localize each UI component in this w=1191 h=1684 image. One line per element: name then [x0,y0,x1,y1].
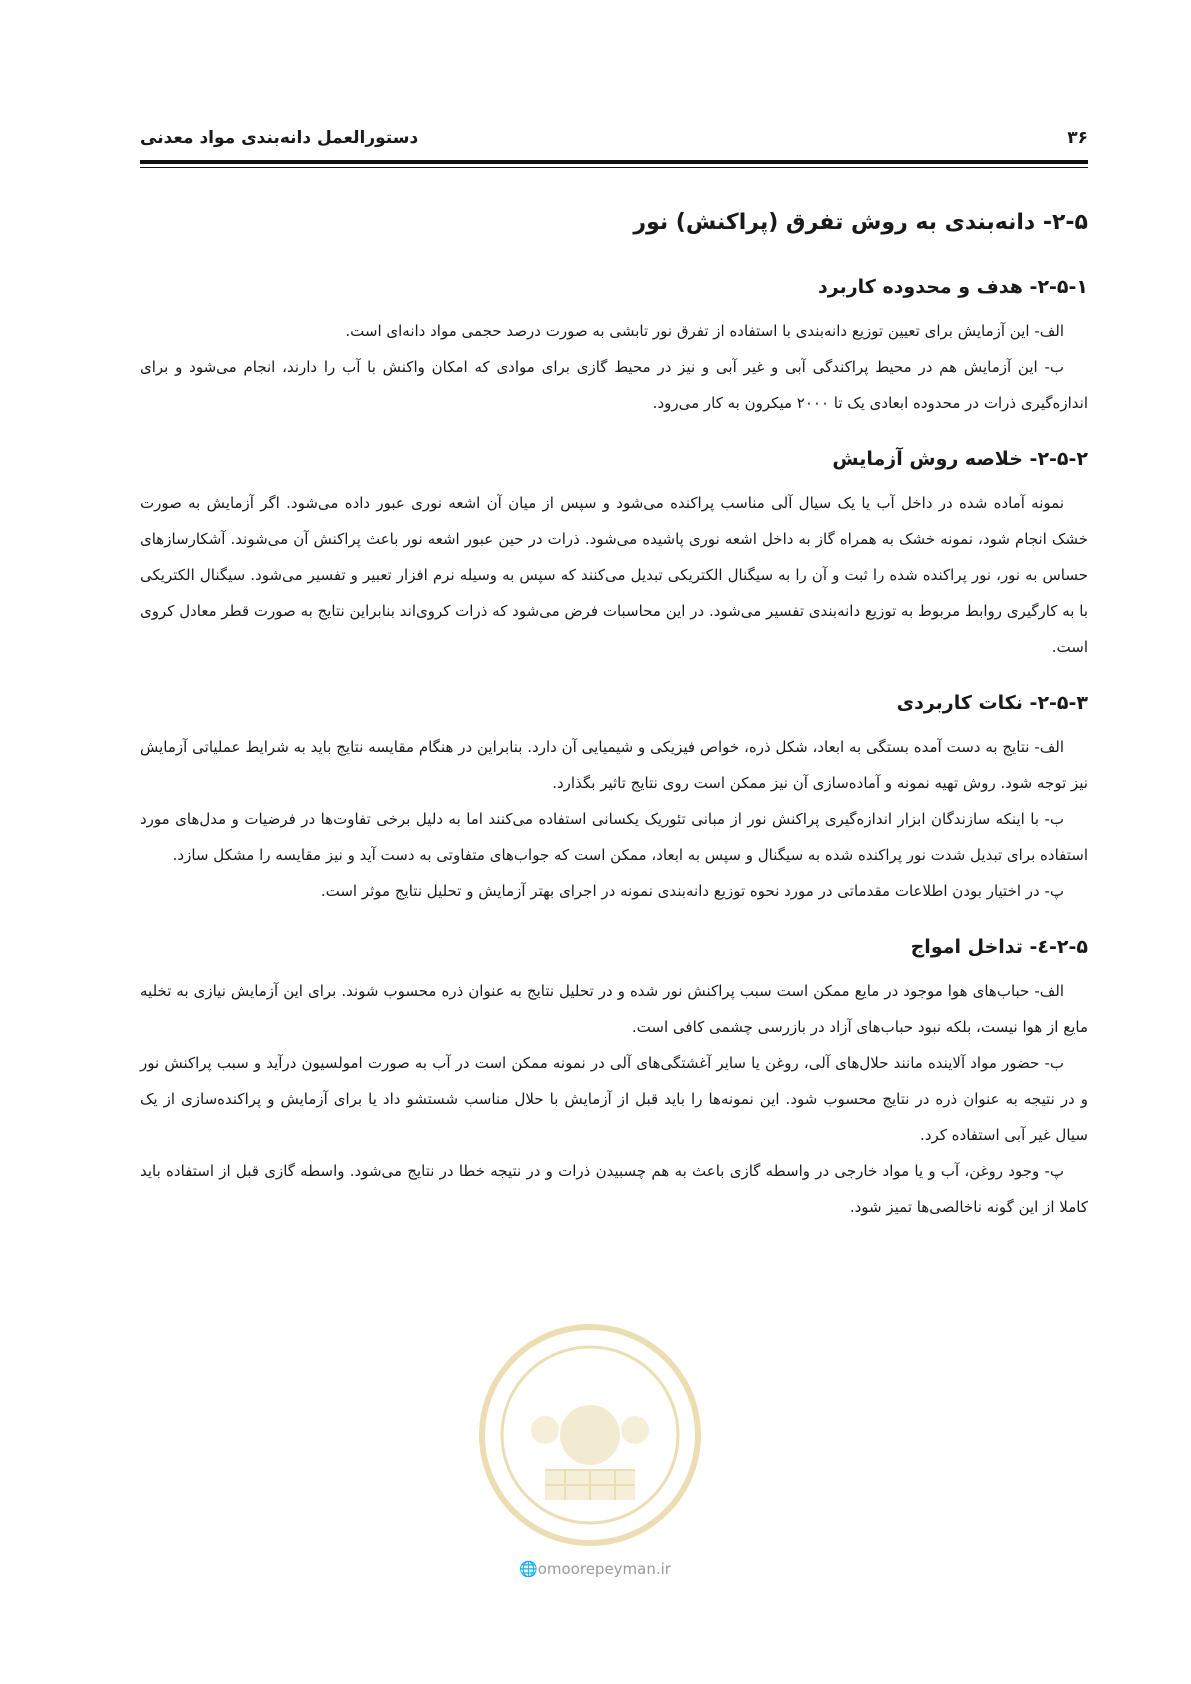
paragraph: ب- با اینکه سازندگان ابزار اندازه‌گیری پراکنش نور از مبانی تئوریک یکسانی استفاده می‌کنند اما به دلیل برخی تفاوت‌ها در فرضیات و مدل‌های مورد استفاده برای تبدیل شدت نور پراکنده شده به سیگنال و سپس به ابعاد، ممکن است که جواب‌های متفاوتی به دست آید و نیز مقایسه را مشکل سازد. [140,810,1088,864]
watermark-seal-icon [475,1320,705,1550]
subsection-scope [140,271,1088,421]
paragraph: پ- در اختیار بودن اطلاعات مقدماتی در مورد نحوه توزیع دانه‌بندی نمونه در اجرای بهتر آزمایش و تحلیل نتایج موثر است. [320,882,1064,900]
paragraph: نمونه آماده شده در داخل آب یا یک سیال آلی مناسب پراکنده می‌شود و سپس از میان آن اشعه نوری عبور داده می‌شود. اگر آزمایش به صورت خشک انجام شود، نمونه خشک به همراه گاز به داخل اشعه نوری پاشیده می‌شود. ذرات در حین عبور اشعه نور باعث پراکنش آن می‌شوند. آشکارسازهای حساس به نور، نور پراکنده شده را ثبت و آن را به سیگنال الکتریکی تبدیل می‌کنند که سپس به وسیله نرم افزار تعبیر و تفسیر می‌شود. سیگنال الکتریکی با به کارگیری روابط مربوط به توزیع دانه‌بندی تفسیر می‌شود. در این محاسبات فرض می‌شود که ذرات کروی‌اند بنابراین نتایج به صورت قطر معادل کروی است. [140,494,1088,656]
site-url [495,1560,695,1578]
subsection-method-summary [140,443,1088,665]
subsection-interference [140,931,1088,1225]
paragraph: ب- حضور مواد آلاینده مانند حلال‌های آلی، روغن یا سایر آغشتگی‌های آلی در نمونه ممکن است در آب به صورت امولسیون درآید و سبب پراکنش نور و در نتیجه به عنوان ذره در نتایج محسوب شود. این نمونه‌ها را باید قبل از آزمایش با حلال مناسب شستشو داد یا برای آزمایش و پراکنده‌سازی از یک سیال غیر آبی استفاده کرد. [140,1054,1088,1144]
subsection-title: ۲-۵-٤- تداخل امواج [910,936,1088,958]
paragraph: الف- حباب‌های هوا موجود در مایع ممکن است سبب پراکنش نور شده و در تحلیل نتایج به عنوان ذره محسوب شوند. برای این آزمایش نیازی به تخلیه مایع از هوا نیست، بلکه نبود حباب‌های آزاد در بازرسی چشمی کافی است. [140,982,1088,1036]
header-rule-thin [140,167,1088,168]
site-url-text: omoorepeyman.ir [537,1560,671,1578]
subsection-title: ۲-۵-۲- خلاصه روش آزمایش [832,448,1088,470]
paragraph: الف- نتایج به دست آمده بستگی به ابعاد، شکل ذره، خواص فیزیکی و شیمیایی آن دارد. بنابراین در هنگام مقایسه نتایج باید به شرایط عملیاتی آزمایش نیز توجه شود. روش تهیه نمونه و آماده‌سازی آن نیز ممکن است روی نتایج تاثیر بگذارد. [140,738,1088,792]
page-content [140,205,1088,1247]
subsection-title: ۲-۵-۱- هدف و محدوده کاربرد [818,276,1088,298]
section-title: ۲-۵- دانه‌بندی به روش تفرق (پراکنش) نور [633,210,1088,235]
subsection-title: ۲-۵-۳- نکات کاربردی [896,692,1088,714]
page-number: ۳۶ [1067,128,1088,148]
running-title: دستورالعمل دانه‌بندی مواد معدنی [140,128,419,148]
page-header [140,128,1088,156]
paragraph: ب- این آزمایش هم در محیط پراکندگی آبی و غیر آبی و نیز در محیط گازی برای موادی که امکان واکنش با آب را دارند، انجام می‌شود و برای اندازه‌گیری ذرات در محدوده ابعادی یک تا ۲۰۰۰ میکرون به کار می‌رود. [140,358,1088,412]
paragraph: الف- این آزمایش برای تعیین توزیع دانه‌بندی با استفاده از تفرق نور تابشی به صورت درصد حجمی مواد دانه‌ای است. [345,322,1064,340]
header-rule [140,160,1088,164]
globe-icon: 🌐 [519,1560,538,1578]
paragraph: پ- وجود روغن، آب و یا مواد خارجی در واسطه گازی باعث به هم چسبیدن ذرات و در نتیجه خطا در نتایج می‌شود. واسطه گازی قبل از استفاده باید کاملا از این گونه ناخالصی‌ها تمیز شود. [140,1162,1088,1216]
subsection-practical-notes [140,687,1088,909]
